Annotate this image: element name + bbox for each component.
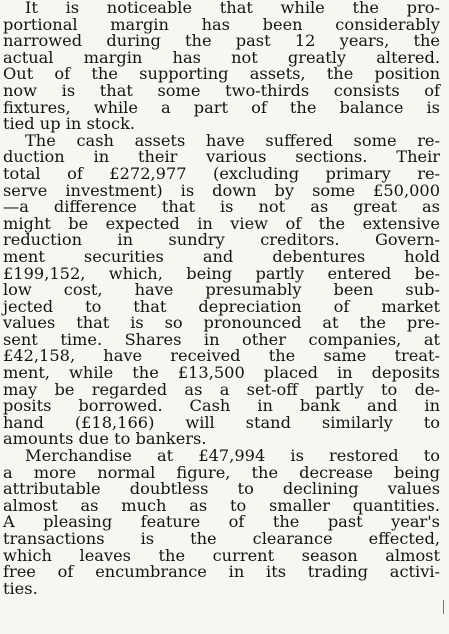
text-line: duction in their various sections. Their bbox=[3, 147, 440, 167]
article-column bbox=[3, 0, 440, 597]
paragraph-2 bbox=[3, 130, 440, 449]
text-line: almost as much as to smaller quantities. bbox=[3, 495, 440, 515]
text-line: values that is so pronounced at the pre- bbox=[3, 313, 440, 333]
text-line: £199,152, which, being partly entered be- bbox=[3, 263, 440, 283]
paragraph-3 bbox=[3, 448, 440, 597]
text-line: Out of the supporting assets, the position bbox=[3, 64, 440, 84]
text-line: posits borrowed. Cash in bank and in bbox=[3, 396, 440, 416]
text-line: sent time. Shares in other companies, at bbox=[3, 329, 440, 349]
text-line: fixtures, while a part of the balance is bbox=[3, 97, 440, 117]
text-line: ment, while the £13,500 placed in deposits bbox=[3, 363, 440, 383]
text-line: total of £272,977 (excluding primary re- bbox=[3, 163, 440, 183]
text-line: portional margin has been considerably bbox=[3, 14, 440, 34]
text-line: hand (£18,166) will stand similarly to bbox=[3, 412, 440, 432]
text-line: Merchandise at £47,994 is restored to bbox=[25, 446, 440, 466]
text-line: may be regarded as a set-off partly to de- bbox=[3, 379, 440, 399]
text-line: ment securities and debentures hold bbox=[3, 246, 440, 266]
text-line: which leaves the current season almost bbox=[3, 545, 440, 565]
text-line: ties. bbox=[3, 578, 38, 598]
text-line: A pleasing feature of the past year's bbox=[3, 512, 440, 532]
paragraph-1 bbox=[3, 0, 440, 133]
text-line: actual margin has not greatly altered. bbox=[3, 47, 440, 67]
text-line: £42,158, have received the same treat- bbox=[3, 346, 440, 366]
text-line: narrowed during the past 12 years, the bbox=[3, 31, 440, 51]
text-line: tied up in stock. bbox=[3, 114, 136, 134]
text-line: a more normal figure, the decrease being bbox=[3, 462, 440, 482]
text-line: It is noticeable that while the pro- bbox=[25, 0, 440, 17]
text-line: attributable doubtless to declining values bbox=[3, 479, 440, 499]
text-line: reduction in sundry creditors. Govern- bbox=[3, 230, 440, 250]
text-line: serve investment) is down by some £50,000 bbox=[3, 180, 440, 200]
text-line: —a difference that is not as great as bbox=[3, 197, 440, 217]
text-line: transactions is the clearance effected, bbox=[3, 529, 440, 548]
text-line: might be expected in view of the extensive bbox=[3, 213, 440, 233]
text-line: now is that some two-thirds consists of bbox=[3, 80, 440, 100]
text-line: jected to that depreciation of market bbox=[3, 296, 440, 316]
text-line: amounts due to bankers. bbox=[3, 429, 207, 449]
margin-mark bbox=[441, 600, 444, 614]
text-line: The cash assets have suffered some re- bbox=[25, 130, 440, 150]
text-line: free of encumbrance in its trading activi- bbox=[3, 562, 440, 582]
text-line: low cost, have presumably been sub- bbox=[3, 280, 440, 300]
